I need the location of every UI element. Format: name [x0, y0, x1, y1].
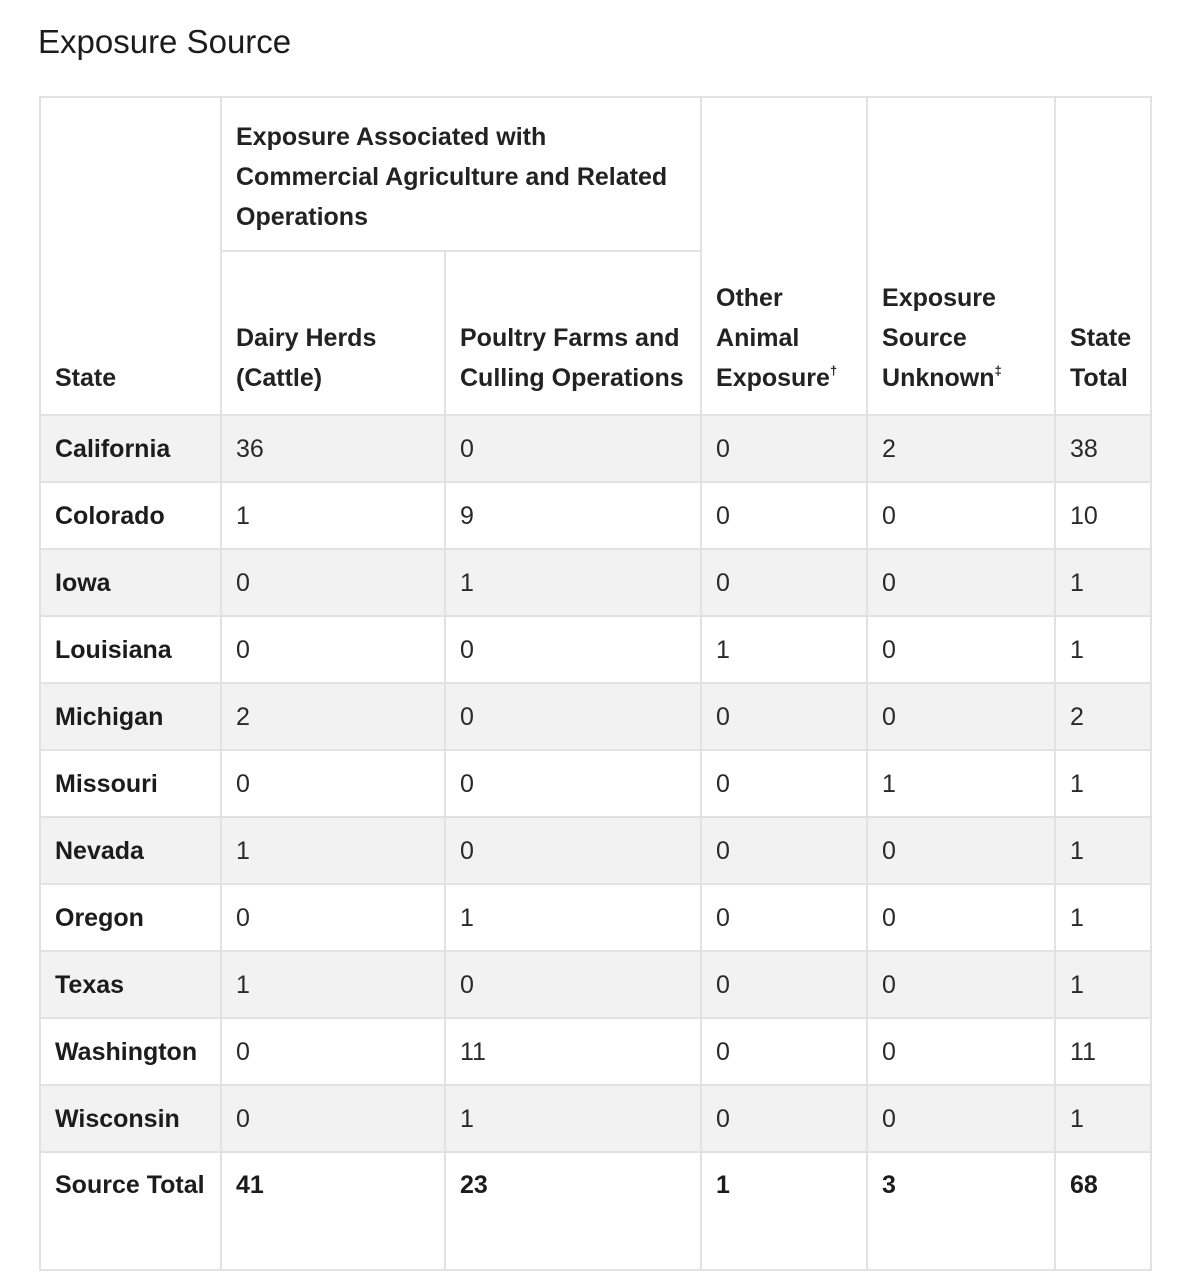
- table-row: [40, 616, 1151, 683]
- source-total-dairy: 41: [221, 1152, 445, 1270]
- poultry-cell: 0: [445, 750, 701, 817]
- section-title: Exposure Source: [38, 23, 292, 60]
- dairy-cell: 1: [221, 482, 445, 549]
- dairy-cell: 0: [221, 750, 445, 817]
- table-body: [40, 415, 1151, 1270]
- poultry-cell: 0: [445, 817, 701, 884]
- poultry-cell: 9: [445, 482, 701, 549]
- dairy-cell: 2: [221, 683, 445, 750]
- total-cell: 1: [1055, 817, 1151, 884]
- double-dagger-footnote-mark: ‡: [994, 362, 1002, 378]
- source-total-row: [40, 1152, 1151, 1270]
- total-cell: 38: [1055, 415, 1151, 482]
- table-row: [40, 1018, 1151, 1085]
- dairy-cell: 36: [221, 415, 445, 482]
- dairy-cell: 0: [221, 549, 445, 616]
- unknown-cell: 0: [867, 482, 1055, 549]
- unknown-cell: 0: [867, 616, 1055, 683]
- dairy-cell: 0: [221, 1018, 445, 1085]
- unknown-cell: 0: [867, 817, 1055, 884]
- state-name-cell: Oregon: [40, 884, 221, 951]
- total-cell: 1: [1055, 549, 1151, 616]
- poultry-cell: 0: [445, 415, 701, 482]
- other-cell: 1: [701, 616, 867, 683]
- other-cell: 0: [701, 683, 867, 750]
- header-unknown-label: Exposure Source Unknown: [882, 284, 996, 392]
- poultry-cell: 11: [445, 1018, 701, 1085]
- total-cell: 1: [1055, 951, 1151, 1018]
- total-cell: 11: [1055, 1018, 1151, 1085]
- unknown-cell: 0: [867, 683, 1055, 750]
- header-dairy-label: Dairy Herds (Cattle): [236, 324, 377, 392]
- unknown-cell: 0: [867, 951, 1055, 1018]
- header-other-animal-exposure: [701, 97, 867, 415]
- state-name-cell: Washington: [40, 1018, 221, 1085]
- state-name-cell: Iowa: [40, 549, 221, 616]
- header-exposure-source-unknown: [867, 97, 1055, 415]
- total-cell: 1: [1055, 750, 1151, 817]
- header-group-label: Exposure Associated with Commercial Agriculture and Related Operations: [236, 123, 668, 231]
- poultry-cell: 1: [445, 1085, 701, 1152]
- unknown-cell: 0: [867, 549, 1055, 616]
- header-other-label: Other Animal Exposure: [716, 284, 830, 392]
- total-cell: 2: [1055, 683, 1151, 750]
- other-cell: 0: [701, 549, 867, 616]
- table-row: [40, 683, 1151, 750]
- state-name-cell: Colorado: [40, 482, 221, 549]
- table-row: [40, 549, 1151, 616]
- total-cell: 10: [1055, 482, 1151, 549]
- poultry-cell: 1: [445, 549, 701, 616]
- dairy-cell: 1: [221, 817, 445, 884]
- source-total-poultry: 23: [445, 1152, 701, 1270]
- unknown-cell: 0: [867, 1085, 1055, 1152]
- table-row: [40, 750, 1151, 817]
- other-cell: 0: [701, 750, 867, 817]
- unknown-cell: 0: [867, 884, 1055, 951]
- table-row: [40, 415, 1151, 482]
- header-poultry-label: Poultry Farms and Culling Operations: [460, 324, 684, 392]
- source-total-label: Source Total: [40, 1152, 221, 1270]
- state-name-cell: Nevada: [40, 817, 221, 884]
- poultry-cell: 0: [445, 683, 701, 750]
- total-cell: 1: [1055, 1085, 1151, 1152]
- total-cell: 1: [1055, 884, 1151, 951]
- other-cell: 0: [701, 1085, 867, 1152]
- header-group-commercial-agriculture: [221, 97, 701, 251]
- source-total-grand: 68: [1055, 1152, 1151, 1270]
- table-row: [40, 817, 1151, 884]
- other-cell: 0: [701, 884, 867, 951]
- other-cell: 0: [701, 951, 867, 1018]
- dairy-cell: 0: [221, 884, 445, 951]
- header-row-group: [40, 97, 1151, 251]
- state-name-cell: Texas: [40, 951, 221, 1018]
- source-total-unknown: 3: [867, 1152, 1055, 1270]
- dairy-cell: 1: [221, 951, 445, 1018]
- header-state-label: State: [55, 364, 117, 392]
- unknown-cell: 0: [867, 1018, 1055, 1085]
- poultry-cell: 1: [445, 884, 701, 951]
- unknown-cell: 1: [867, 750, 1055, 817]
- table-row: [40, 884, 1151, 951]
- header-state: [40, 97, 221, 415]
- other-cell: 0: [701, 817, 867, 884]
- exposure-source-table: [39, 96, 1152, 1271]
- state-name-cell: Louisiana: [40, 616, 221, 683]
- table-row: [40, 482, 1151, 549]
- poultry-cell: 0: [445, 951, 701, 1018]
- source-total-other: 1: [701, 1152, 867, 1270]
- state-name-cell: Missouri: [40, 750, 221, 817]
- dairy-cell: 0: [221, 616, 445, 683]
- header-poultry-farms: [445, 251, 701, 415]
- poultry-cell: 0: [445, 616, 701, 683]
- other-cell: 0: [701, 482, 867, 549]
- header-total-label: State Total: [1070, 324, 1132, 392]
- state-name-cell: Wisconsin: [40, 1085, 221, 1152]
- dagger-footnote-mark: †: [829, 362, 838, 378]
- other-cell: 0: [701, 415, 867, 482]
- state-name-cell: California: [40, 415, 221, 482]
- total-cell: 1: [1055, 616, 1151, 683]
- header-dairy-herds: [221, 251, 445, 415]
- unknown-cell: 2: [867, 415, 1055, 482]
- table-row: [40, 951, 1151, 1018]
- dairy-cell: 0: [221, 1085, 445, 1152]
- header-state-total: [1055, 97, 1151, 415]
- table-row: [40, 1085, 1151, 1152]
- state-name-cell: Michigan: [40, 683, 221, 750]
- other-cell: 0: [701, 1018, 867, 1085]
